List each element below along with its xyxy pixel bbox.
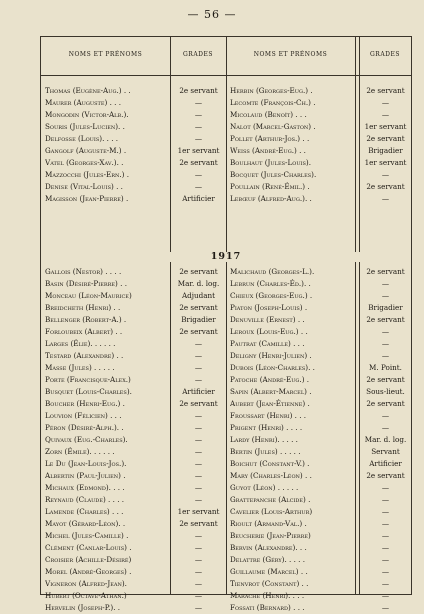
grade-left: — [194, 483, 203, 492]
name-left: Hervelin (Joseph-P.). . [45, 603, 121, 612]
name-right: Boulhaut (Jules-Louis). [230, 158, 312, 167]
name-right: Weiss (André-Eug.) . . [230, 146, 306, 155]
name-left: Mazzocchi (Jules-Ern.) . [45, 170, 130, 179]
grade-right: — [381, 279, 390, 288]
table-row [41, 302, 411, 314]
grade-right: — [381, 170, 390, 179]
name-left: Thomas (Eugène-Aug.) . . [45, 86, 131, 95]
table-row [41, 446, 411, 458]
name-right: Aubert (Jean-Étienne) . [230, 399, 310, 408]
table-row [41, 97, 411, 109]
grade-right: 2e servant [366, 267, 405, 276]
grade-right: — [381, 291, 390, 300]
grade-right: — [381, 423, 390, 432]
name-left: Croisier (Achille-Désiré) [45, 555, 132, 564]
grade-right: 2e servant [366, 471, 405, 480]
grade-right: — [381, 531, 390, 540]
table-row [41, 374, 411, 386]
grade-left: 2e servant [179, 399, 218, 408]
grade-left: 1er servant [177, 146, 220, 155]
table-row [41, 458, 411, 470]
name-left: Vigneron (Alfred-Jean). [45, 579, 127, 588]
name-right: Pautrat (Camille) . . . [230, 339, 305, 348]
grade-left: — [194, 339, 203, 348]
name-right: Leroux (Louis-Eug.) . . [230, 327, 308, 336]
grade-left: — [194, 182, 203, 191]
grade-left: 2e servant [179, 327, 218, 336]
header-grades-right: GRADES [370, 51, 400, 58]
name-right: Sapin (Albert-Marcel) . [230, 387, 312, 396]
name-right: Dubois (Léon-Charles). . [230, 363, 315, 372]
name-left: Testard (Alexandre) . . [45, 351, 124, 360]
grade-right: 2e servant [366, 86, 405, 95]
grade-left: 2e servant [179, 86, 218, 95]
table-row [41, 338, 411, 350]
grade-right: Artificier [369, 459, 402, 468]
header-grades-left: GRADES [183, 51, 213, 58]
table-row [41, 386, 411, 398]
name-right: Lebœuf (Alfred-Aug.). . [230, 194, 312, 203]
grade-right: 1er servant [364, 158, 407, 167]
table-row [41, 193, 411, 205]
name-right: Boichut (Constant-V.) . [230, 459, 310, 468]
grade-right: 2e servant [366, 182, 405, 191]
name-right: Tienvrot (Constant) . . [230, 579, 309, 588]
table-row [41, 494, 411, 506]
header-names-right: NOMS ET PRÉNOMS [253, 51, 328, 58]
grade-right: 2e servant [366, 134, 405, 143]
table-row [41, 157, 411, 169]
grade-right: Sous-lieut. [366, 387, 405, 396]
grade-left: Adjudant [181, 291, 216, 300]
grade-right: — [381, 194, 390, 203]
page-number: — 56 — [187, 8, 237, 21]
name-right: Bocquet (Jules-Charles). [230, 170, 317, 179]
grade-right: — [381, 110, 390, 119]
grade-left: — [194, 471, 203, 480]
name-right: Grattepanche (Alcide) . [230, 495, 311, 504]
name-left: Souris (Jules-Lucien). . [45, 122, 125, 131]
grade-right: — [381, 603, 390, 612]
grade-left: — [194, 531, 203, 540]
table-row [41, 133, 411, 145]
grade-right: — [381, 507, 390, 516]
name-right: Guyot (Léon) . . . . . [230, 483, 299, 492]
table-row [41, 278, 411, 290]
name-right: Prigent (Henri) . . . . [230, 423, 303, 432]
name-left: Michaux (Edmond). . . . [45, 483, 125, 492]
grade-right: — [381, 579, 390, 588]
name-left: Bellenger (Robert-A.) . [45, 315, 127, 324]
table-row [41, 506, 411, 518]
name-left: Gallois (Nestor) . . . . [45, 267, 122, 276]
table-row [41, 470, 411, 482]
name-right: Lardy (Henri). . . . . [230, 435, 298, 444]
table-row [41, 109, 411, 121]
name-right: Nalot (Marcel-Gaston) . [230, 122, 316, 131]
name-left: Lamende (Charles) . . . [45, 507, 124, 516]
name-left: Quivaux (Eug.-Charles). [45, 435, 128, 444]
name-left: Boucher (Henri-Eug.) . [45, 399, 125, 408]
grade-right: Brigadier [368, 303, 403, 312]
table-row [41, 314, 411, 326]
grade-left: — [194, 98, 203, 107]
name-right: Micolaud (Benoît) . . . [230, 110, 307, 119]
grade-left: — [194, 122, 203, 131]
name-right: Poullain (René-Émil.) . [230, 182, 310, 191]
name-right: Lebrun (Charles-Éd.). . [230, 279, 311, 288]
table-row [41, 398, 411, 410]
name-left: Albertin (Paul-Julien) . [45, 471, 126, 480]
table-row [41, 290, 411, 302]
grade-right: 2e servant [366, 315, 405, 324]
name-right: Malichaud (Georges-L.). [230, 267, 315, 276]
grade-right: — [381, 555, 390, 564]
name-left: Clément (Canlar-Louis) . [45, 543, 132, 552]
grade-right: 2e servant [366, 375, 405, 384]
grade-left: — [194, 363, 203, 372]
grade-left: 1er servant [177, 507, 220, 516]
name-right: Bertin (Jules) . . . . . [230, 447, 301, 456]
grade-right: — [381, 351, 390, 360]
grade-right: — [381, 483, 390, 492]
name-right: Delattre (Géry). . . . . [230, 555, 306, 564]
grade-left: Artificier [182, 387, 215, 396]
grade-left: — [194, 603, 203, 612]
name-right: Herbin (Georges-Eug.) . [230, 86, 313, 95]
grade-right: — [381, 591, 390, 600]
table-row [41, 422, 411, 434]
grade-right: — [381, 543, 390, 552]
name-right: Mary (Charles-Léon) . . [230, 471, 312, 480]
name-right: Pollet (Arthur-Jos.) . . [230, 134, 310, 143]
name-left: Michel (Jules-Camille) . [45, 531, 129, 540]
name-left: Magisson (Jean-Pierre) . [45, 194, 129, 203]
name-left: Le Du (Jean-Louis-Jos.). [45, 459, 127, 468]
grade-right: Servant [371, 447, 400, 456]
name-right: Marache (Henri). . . . [230, 591, 305, 600]
name-right: Patoche (André-Eug.) . [230, 375, 310, 384]
table-row [41, 554, 411, 566]
grade-left: — [194, 110, 203, 119]
table-row [41, 518, 411, 530]
table-row [41, 362, 411, 374]
name-left: Gangolf (Auguste-M.) . [45, 146, 127, 155]
name-right: Froussart (Henri) . . . [230, 411, 307, 420]
name-left: Monceau (Léon-Maurice) [45, 291, 132, 300]
name-left: Masse (Jules) . . . . . [45, 363, 115, 372]
grade-left: 2e servant [179, 519, 218, 528]
grade-right: 2e servant [366, 399, 405, 408]
name-left: Péron (Désiré-Alph.). . [45, 423, 124, 432]
name-left: Larges (Élie). . . . . . [45, 339, 116, 348]
name-left: Delfosse (Louis). . . . [45, 134, 119, 143]
table-row [41, 326, 411, 338]
grade-left: 2e servant [179, 158, 218, 167]
grade-left: — [194, 134, 203, 143]
table-row [41, 85, 411, 97]
table-row [41, 542, 411, 554]
name-left: Forloubeix (Albert) . . [45, 327, 123, 336]
table-row [41, 578, 411, 590]
name-left: Basin (Désiré-Pierre) . . [45, 279, 127, 288]
grade-left: — [194, 435, 203, 444]
table-row [41, 590, 411, 602]
table-row [41, 530, 411, 542]
table-row [41, 181, 411, 193]
name-right: Denuville (Ernest) . . [230, 315, 305, 324]
name-left: Busquet (Louis-Charles). [45, 387, 132, 396]
name-left: Mongodin (Victor-Alb.). [45, 110, 129, 119]
grade-left: — [194, 411, 203, 420]
grade-left: — [194, 351, 203, 360]
name-left: Hubert (Octave-Athan.) [45, 591, 127, 600]
header-rule [41, 75, 411, 76]
grade-left: — [194, 567, 203, 576]
name-left: Morel (André-Georges) . [45, 567, 132, 576]
table-row [41, 602, 411, 614]
grade-left: — [194, 495, 203, 504]
grade-left: 2e servant [179, 303, 218, 312]
grade-right: Brigadier [368, 146, 403, 155]
name-right: Chieux (Georges-Eug.) . [230, 291, 313, 300]
name-left: Mayot (Gérard-Léon). . [45, 519, 126, 528]
rows-before-section [41, 85, 411, 205]
grade-left: Mar. d. log. [177, 279, 220, 288]
grade-left: Brigadier [181, 315, 216, 324]
grade-right: — [381, 98, 390, 107]
table-row [41, 121, 411, 133]
name-left: Zorn (Émile). . . . . . [45, 447, 115, 456]
grade-right: M. Point. [369, 363, 402, 372]
grade-left: — [194, 591, 203, 600]
name-left: Louvion (Félicien) . . . [45, 411, 122, 420]
table-row [41, 434, 411, 446]
name-left: Vatel (Georges-Xav.). . [45, 158, 124, 167]
header-names-left: NOMS ET PRÉNOMS [68, 51, 143, 58]
name-left: Maurer (Auguste) . . . [45, 98, 121, 107]
year-heading: 1917 [41, 252, 411, 262]
table-row [41, 145, 411, 157]
table-row [41, 266, 411, 278]
name-left: Denise (Vital-Louis) . . [45, 182, 123, 191]
grade-left: 2e servant [179, 267, 218, 276]
name-right: Piaton (Joseph-Louis) . [230, 303, 308, 312]
table-row [41, 410, 411, 422]
name-right: Cavelier (Louis-Arthur) [230, 507, 313, 516]
grade-left: — [194, 459, 203, 468]
name-left: Breidcheth (Henri) . . [45, 303, 121, 312]
grade-right: Mar. d. log. [364, 435, 407, 444]
grade-left: — [194, 423, 203, 432]
grade-right: — [381, 339, 390, 348]
name-right: Rioult (Armand-Val.) . [230, 519, 307, 528]
grade-right: — [381, 519, 390, 528]
name-right: Deligny (Henri-Julien) . [230, 351, 312, 360]
grade-right: — [381, 495, 390, 504]
table-row [41, 350, 411, 362]
name-left: Porte (Francisque-Alex.) [45, 375, 131, 384]
grade-left: — [194, 579, 203, 588]
grade-right: 1er servant [364, 122, 407, 131]
grade-right: — [381, 567, 390, 576]
grade-right: — [381, 411, 390, 420]
name-left: Reynaud (Claude) . . . . [45, 495, 125, 504]
roster-table [40, 36, 412, 612]
grade-right: — [381, 327, 390, 336]
table-row [41, 482, 411, 494]
name-right: Bervin (Alexandre). . . [230, 543, 307, 552]
name-right: Guillaume (Marcel) . . [230, 567, 308, 576]
table-row [41, 169, 411, 181]
name-right: Lecomte (François-Ch.) . [230, 98, 316, 107]
grade-left: — [194, 447, 203, 456]
rows-1917-section [41, 266, 411, 614]
grade-left: — [194, 555, 203, 564]
grade-left: — [194, 170, 203, 179]
grade-left: — [194, 375, 203, 384]
grade-left: Artificier [182, 194, 215, 203]
name-right: Fossati (Bernard) . . . [230, 603, 305, 612]
table-row [41, 566, 411, 578]
name-right: Beucherie (Jean-Pierre) [230, 531, 311, 540]
grade-left: — [194, 543, 203, 552]
